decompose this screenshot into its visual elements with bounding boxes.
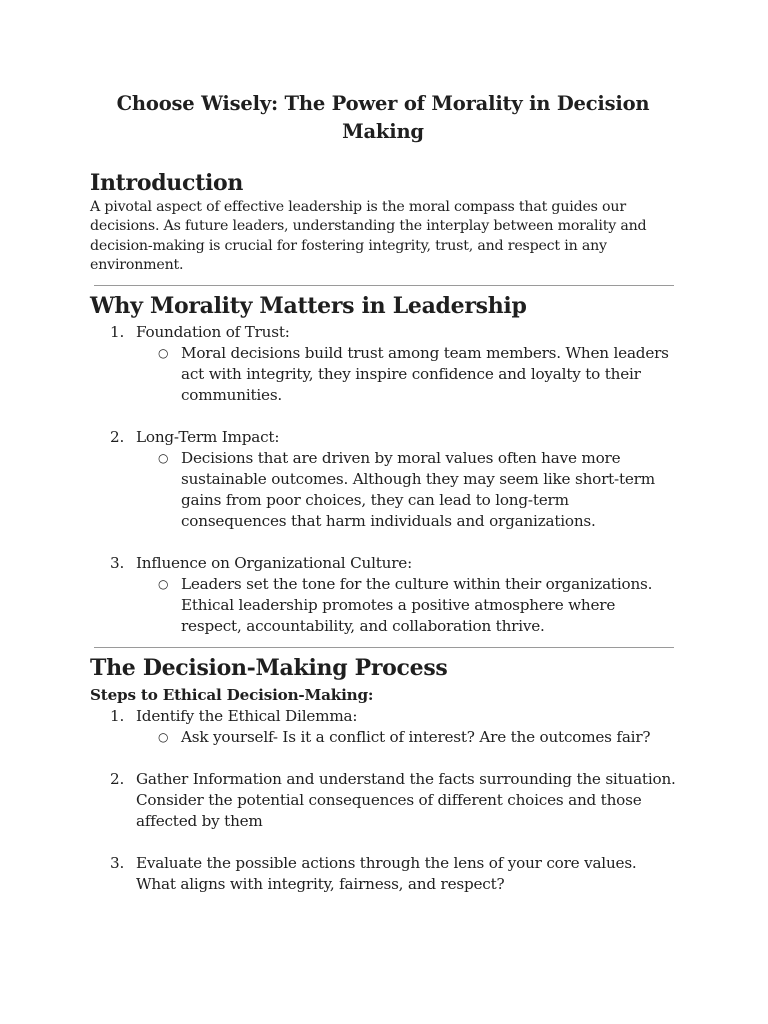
sub-bullet-text: Moral decisions build trust among team members. When leaders act with integrity, they inspire confidence and loyalty to their communities. — [181, 344, 669, 405]
item-number: 3. — [110, 554, 125, 573]
item-label: Gather Information and understand the facts surrounding the situation. Consider the potential consequences of different choices and those affected by them — [136, 770, 676, 831]
circle-bullet-icon: ○ — [158, 577, 169, 592]
sub-bullet-item — [136, 448, 676, 532]
steps-list — [90, 706, 676, 895]
sub-bullet-item — [136, 574, 676, 637]
sub-bullet-item — [136, 343, 676, 406]
section-divider — [94, 647, 674, 648]
item-label: Long-Term Impact: — [136, 428, 280, 447]
list-item — [90, 706, 676, 748]
introduction-paragraph: A pivotal aspect of effective leadership is the moral compass that guides our decisions. As future leaders, understanding the interplay between morality and decision-making is crucial for fostering integrity, trust, and respect in any environment. — [90, 199, 647, 273]
item-number: 1. — [110, 707, 125, 726]
section-divider — [94, 285, 674, 286]
why-morality-list — [90, 322, 676, 637]
decision-process-heading: The Decision-Making Process — [90, 655, 448, 682]
introduction-heading: Introduction — [90, 170, 244, 196]
item-number: 2. — [110, 770, 125, 789]
item-number: 3. — [110, 854, 125, 873]
item-number: 1. — [110, 323, 125, 342]
item-label: Foundation of Trust: — [136, 323, 290, 342]
list-item — [90, 322, 676, 406]
list-item — [90, 769, 676, 832]
sub-bullet-text: Decisions that are driven by moral values often have more sustainable outcomes. Although they may seem like short-term gains from poor choices, they can lead to long-term consequences that harm individuals and organizations. — [181, 449, 655, 531]
document-page — [90, 0, 676, 895]
sub-bullet-text: Leaders set the tone for the culture within their organizations. Ethical leadership promotes a positive atmosphere where respect, accountability, and collaboration thrive. — [181, 575, 653, 636]
list-item — [90, 853, 676, 895]
circle-bullet-icon: ○ — [158, 451, 169, 466]
item-number: 2. — [110, 428, 125, 447]
item-label: Influence on Organizational Culture: — [136, 554, 413, 573]
circle-bullet-icon: ○ — [158, 346, 169, 361]
item-label: Identify the Ethical Dilemma: — [136, 707, 358, 726]
why-morality-heading: Why Morality Matters in Leadership — [90, 293, 527, 320]
item-label: Evaluate the possible actions through the lens of your core values. What aligns with integrity, fairness, and respect? — [136, 854, 637, 894]
circle-bullet-icon: ○ — [158, 730, 169, 745]
sub-bullet-item — [136, 727, 676, 748]
list-item — [90, 427, 676, 532]
steps-subheading: Steps to Ethical Decision-Making: — [90, 686, 374, 705]
list-item — [90, 553, 676, 637]
document-title: Choose Wisely: The Power of Morality in Decision Making — [116, 92, 650, 143]
sub-bullet-text: Ask yourself- Is it a conflict of interest? Are the outcomes fair? — [181, 728, 651, 747]
